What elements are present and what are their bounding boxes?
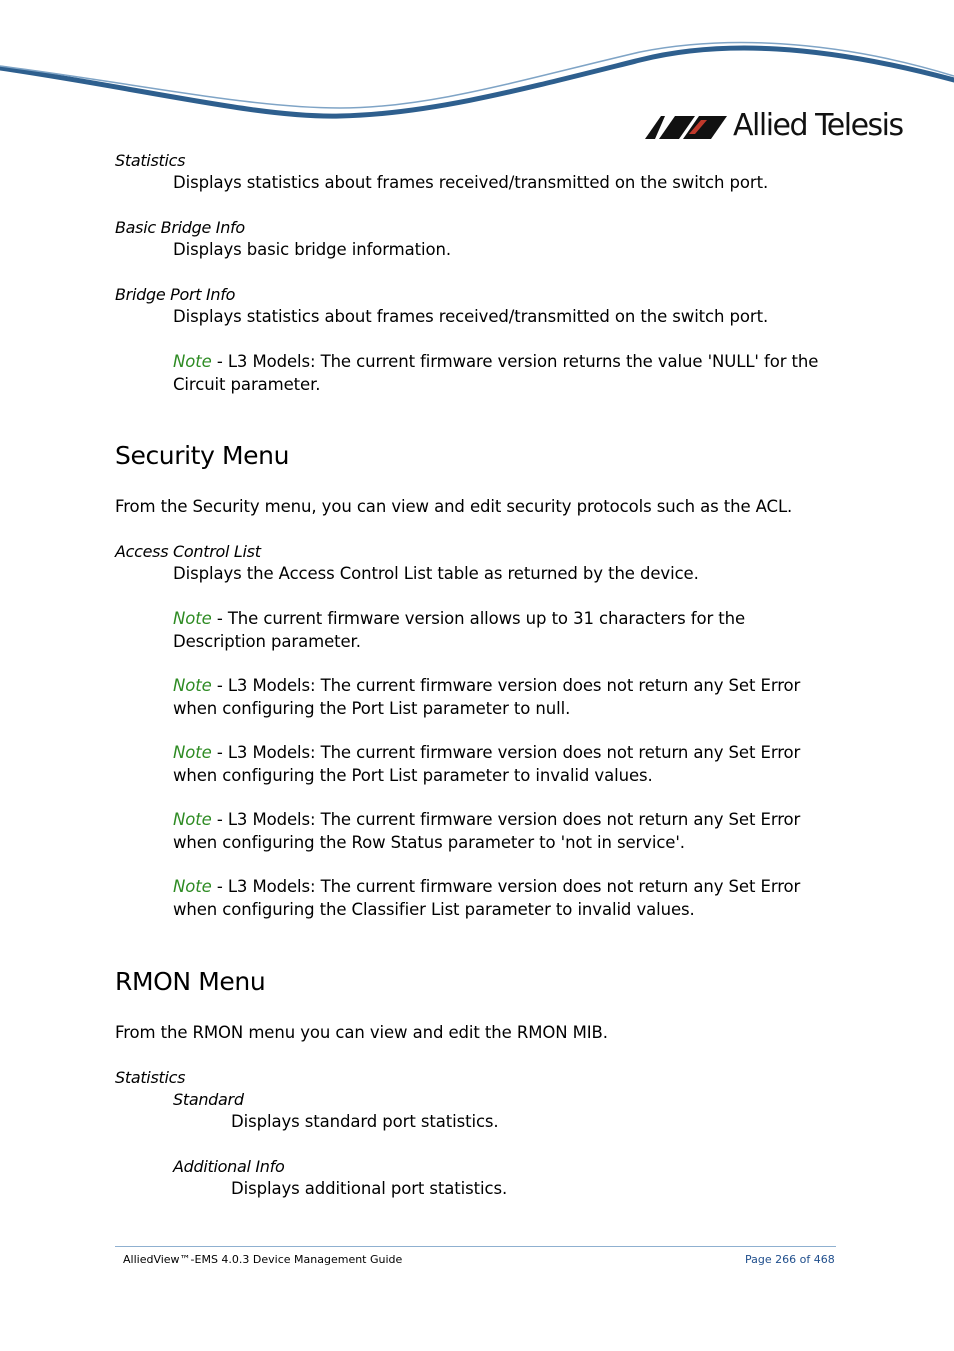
footer-title: AlliedView™-EMS 4.0.3 Device Management Guide — [123, 1253, 403, 1266]
term-bridge-port-info: Bridge Port Info — [115, 285, 236, 304]
note-text: - The current firmware version allows up to 31 characters for the Description parameter. — [173, 609, 746, 651]
desc-basic-bridge-info: Displays basic bridge information. — [173, 240, 452, 259]
footer-page-number: Page 266 of 468 — [745, 1253, 835, 1266]
logo-wordmark: Allied Telesis — [733, 108, 903, 143]
note-acl-3 — [173, 742, 843, 787]
desc-statistics: Displays statistics about frames received/transmitted on the switch port. — [173, 173, 769, 192]
note-acl-1 — [173, 608, 843, 653]
note-label: Note — [173, 609, 212, 628]
note-text: - L3 Models: The current firmware version does not return any Set Error when configuring the Row Status parameter to 'not in service'. — [173, 810, 801, 852]
footer-rule — [115, 1246, 836, 1247]
heading-security-menu: Security Menu — [115, 441, 290, 470]
allied-telesis-logo — [645, 110, 905, 146]
security-intro: From the Security menu, you can view and edit security protocols such as the ACL. — [115, 497, 793, 516]
desc-access-control-list: Displays the Access Control List table as returned by the device. — [173, 564, 699, 583]
term-access-control-list: Access Control List — [115, 542, 261, 561]
logo-mark-icon — [645, 114, 729, 140]
note-label: Note — [173, 676, 212, 695]
term-rmon-statistics: Statistics — [115, 1068, 186, 1087]
note-label: Note — [173, 810, 212, 829]
note-acl-2 — [173, 675, 843, 720]
note-text: - L3 Models: The current firmware version returns the value 'NULL' for the Circuit parameter. — [173, 352, 819, 394]
heading-rmon-menu: RMON Menu — [115, 967, 266, 996]
note-acl-4 — [173, 809, 843, 854]
rmon-intro: From the RMON menu you can view and edit the RMON MIB. — [115, 1023, 608, 1042]
desc-standard: Displays standard port statistics. — [231, 1112, 499, 1131]
desc-additional-info: Displays additional port statistics. — [231, 1179, 508, 1198]
term-basic-bridge-info: Basic Bridge Info — [115, 218, 245, 237]
note-text: - L3 Models: The current firmware version does not return any Set Error when configuring the Classifier List parameter to invalid values. — [173, 877, 801, 919]
desc-bridge-port-info: Displays statistics about frames received/transmitted on the switch port. — [173, 307, 769, 326]
note-bridge-port — [173, 351, 843, 396]
note-label: Note — [173, 352, 212, 371]
term-standard: Standard — [173, 1090, 244, 1109]
note-label: Note — [173, 877, 212, 896]
note-text: - L3 Models: The current firmware version does not return any Set Error when configuring the Port List parameter to null. — [173, 676, 801, 718]
term-additional-info: Additional Info — [173, 1157, 285, 1176]
note-label: Note — [173, 743, 212, 762]
note-acl-5 — [173, 876, 843, 921]
note-text: - L3 Models: The current firmware version does not return any Set Error when configuring the Port List parameter to invalid values. — [173, 743, 801, 785]
term-statistics: Statistics — [115, 151, 186, 170]
